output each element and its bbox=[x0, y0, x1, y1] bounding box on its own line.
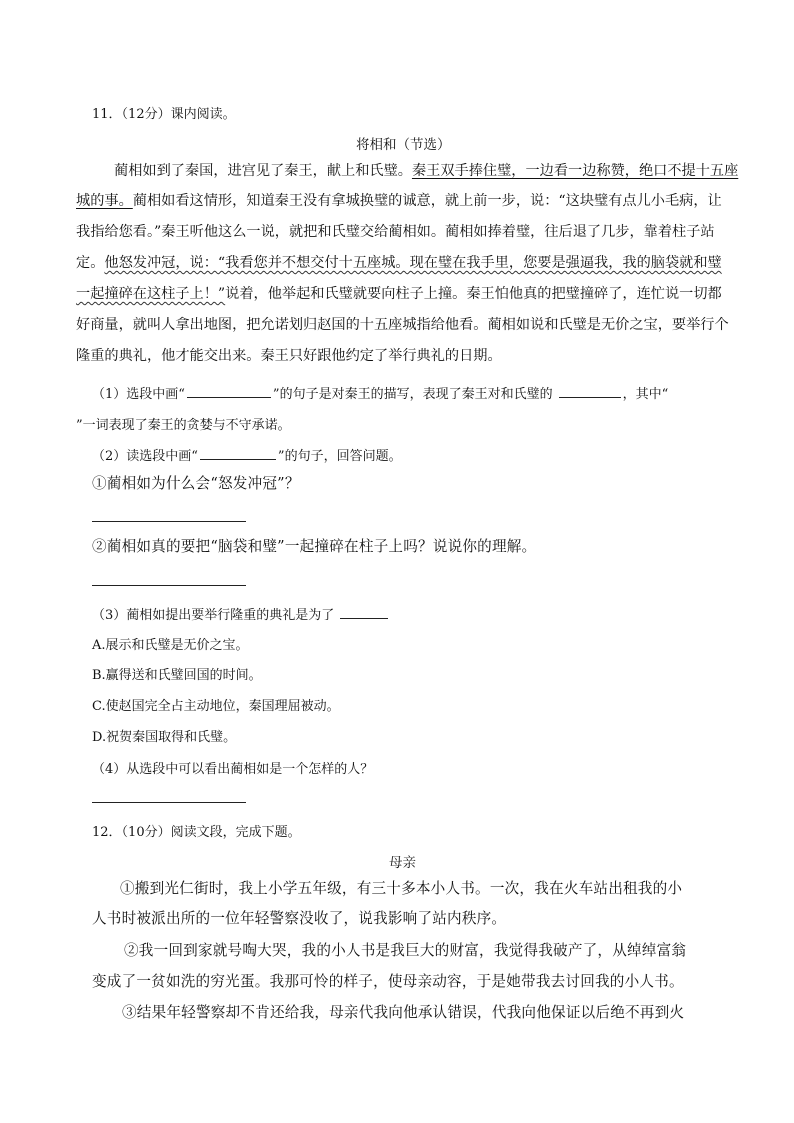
passage-line: ①搬到光仁街时，我上小学五年级，有三十多本小人书。一次，我在火车站出租我的小 bbox=[120, 880, 683, 897]
subquestion-1-text: （1）选段中画“ bbox=[92, 387, 185, 402]
answer-line[interactable] bbox=[92, 521, 246, 522]
q12-header: 12．（10分）阅读文段，完成下题。 bbox=[92, 825, 301, 840]
answer-line[interactable] bbox=[92, 802, 246, 803]
passage-text: 说着，他举起和氏璧就要向柱子上撞。秦王怕他真的把璧撞碎了，连忙说一切都 bbox=[225, 286, 722, 302]
option-d[interactable]: D.祝贺秦国取得和氏璧。 bbox=[92, 730, 237, 745]
passage-title: 将相和（节选） bbox=[356, 137, 451, 153]
passage-line bbox=[114, 164, 738, 178]
passage-line: 人书时被派出所的一位年轻警察没收了，说我影响了站内秩序。 bbox=[92, 910, 507, 927]
subquestion-2 bbox=[92, 445, 402, 464]
option-c[interactable]: C.使赵国完全占主动地位，秦国理屈被动。 bbox=[92, 699, 340, 714]
subquestion-2-part-1: ①蔺相如为什么会“怒发冲冠”？ bbox=[92, 475, 300, 492]
q11-header: 11．（12分）课内阅读。 bbox=[92, 107, 236, 122]
passage-line: ②我一回到家就号啕大哭，我的小人书是我巨大的财富，我觉得我破产了，从绰绰富翁 bbox=[124, 942, 687, 959]
underlined-sentence-qinwang: 城的事。 bbox=[76, 193, 133, 209]
passage-text: 蔺相如看这情形，知道秦王没有拿城换璧的诚意，就上前一步，说：“这块璧有点儿小毛病，让 bbox=[132, 193, 722, 209]
answer-blank[interactable] bbox=[187, 396, 271, 398]
subquestion-3 bbox=[92, 604, 390, 623]
subquestion-2-part-2: ②蔺相如真的要把“脑袋和璧”一起撞碎在柱子上吗？说说你的理解。 bbox=[92, 538, 537, 555]
subquestion-2-text: （2）读选段中画“ bbox=[92, 449, 198, 464]
answer-line[interactable] bbox=[92, 585, 246, 586]
option-a[interactable]: A.展示和氏璧是无价之宝。 bbox=[92, 638, 249, 653]
subquestion-1 bbox=[92, 383, 668, 402]
subquestion-1-text: ”的句子是对秦王的描写，表现了秦王对和氏璧的 bbox=[272, 387, 553, 402]
subquestion-1-cont: ”一词表现了秦王的贪婪与不守承诺。 bbox=[76, 418, 291, 433]
answer-blank[interactable] bbox=[559, 396, 621, 398]
passage-line: ③结果年轻警察却不肯还给我，母亲代我向他承认错误，代我向他保证以后绝不再到火 bbox=[122, 1004, 685, 1021]
passage-line: 好商量，就叫人拿出地图，把允诺划归赵国的十五座城指给他看。蔺相如说和氏璧是无价之宝，要举行个 bbox=[76, 317, 729, 333]
passage-text: 定。 bbox=[76, 255, 105, 271]
passage-line bbox=[76, 194, 722, 208]
subquestion-4: （4）从选段中可以看出蔺相如是一个怎样的人？ bbox=[92, 762, 374, 777]
wavy-underlined-sentence: 他怒发冲冠，说：“我看您并不想交付十五座城。现在璧在我手里，您要是强逼我，我的脑袋就和璧 bbox=[104, 255, 722, 271]
passage-line: 隆重的典礼，他才能交出来。秦王只好跟他约定了举行典礼的日期。 bbox=[76, 348, 502, 364]
passage-line: 我指给您看。”秦王听他这么一说，就把和氏璧交给蔺相如。蔺相如捧着璧，往后退了几步，靠着柱子站 bbox=[76, 224, 715, 240]
passage-text: 蔺相如到了秦国，进宫见了秦王，献上和氏璧。 bbox=[114, 163, 412, 179]
underlined-sentence-qinwang: 秦王双手捧住璧，一边看一边称赞，绝口不提十五座 bbox=[411, 163, 739, 179]
option-b[interactable]: B.赢得送和氏璧回国的时间。 bbox=[92, 668, 262, 683]
passage-line bbox=[76, 287, 722, 301]
wavy-underlined-sentence: 一起撞碎在这柱子上！” bbox=[76, 286, 226, 302]
subquestion-2-text: ”的句子，回答问题。 bbox=[277, 449, 402, 464]
passage-line bbox=[76, 256, 722, 270]
passage-line: 变成了一贫如洗的穷光蛋。我那可怜的样子，使母亲动容，于是她带我去讨回我的小人书。 bbox=[92, 973, 684, 990]
passage-title: 母亲 bbox=[389, 855, 416, 871]
answer-blank[interactable] bbox=[200, 458, 276, 460]
answer-blank[interactable] bbox=[340, 617, 388, 619]
subquestion-1-text: ，其中“ bbox=[622, 387, 669, 402]
subquestion-3-text: （3）蔺相如提出要举行隆重的典礼是为了 bbox=[92, 608, 335, 623]
